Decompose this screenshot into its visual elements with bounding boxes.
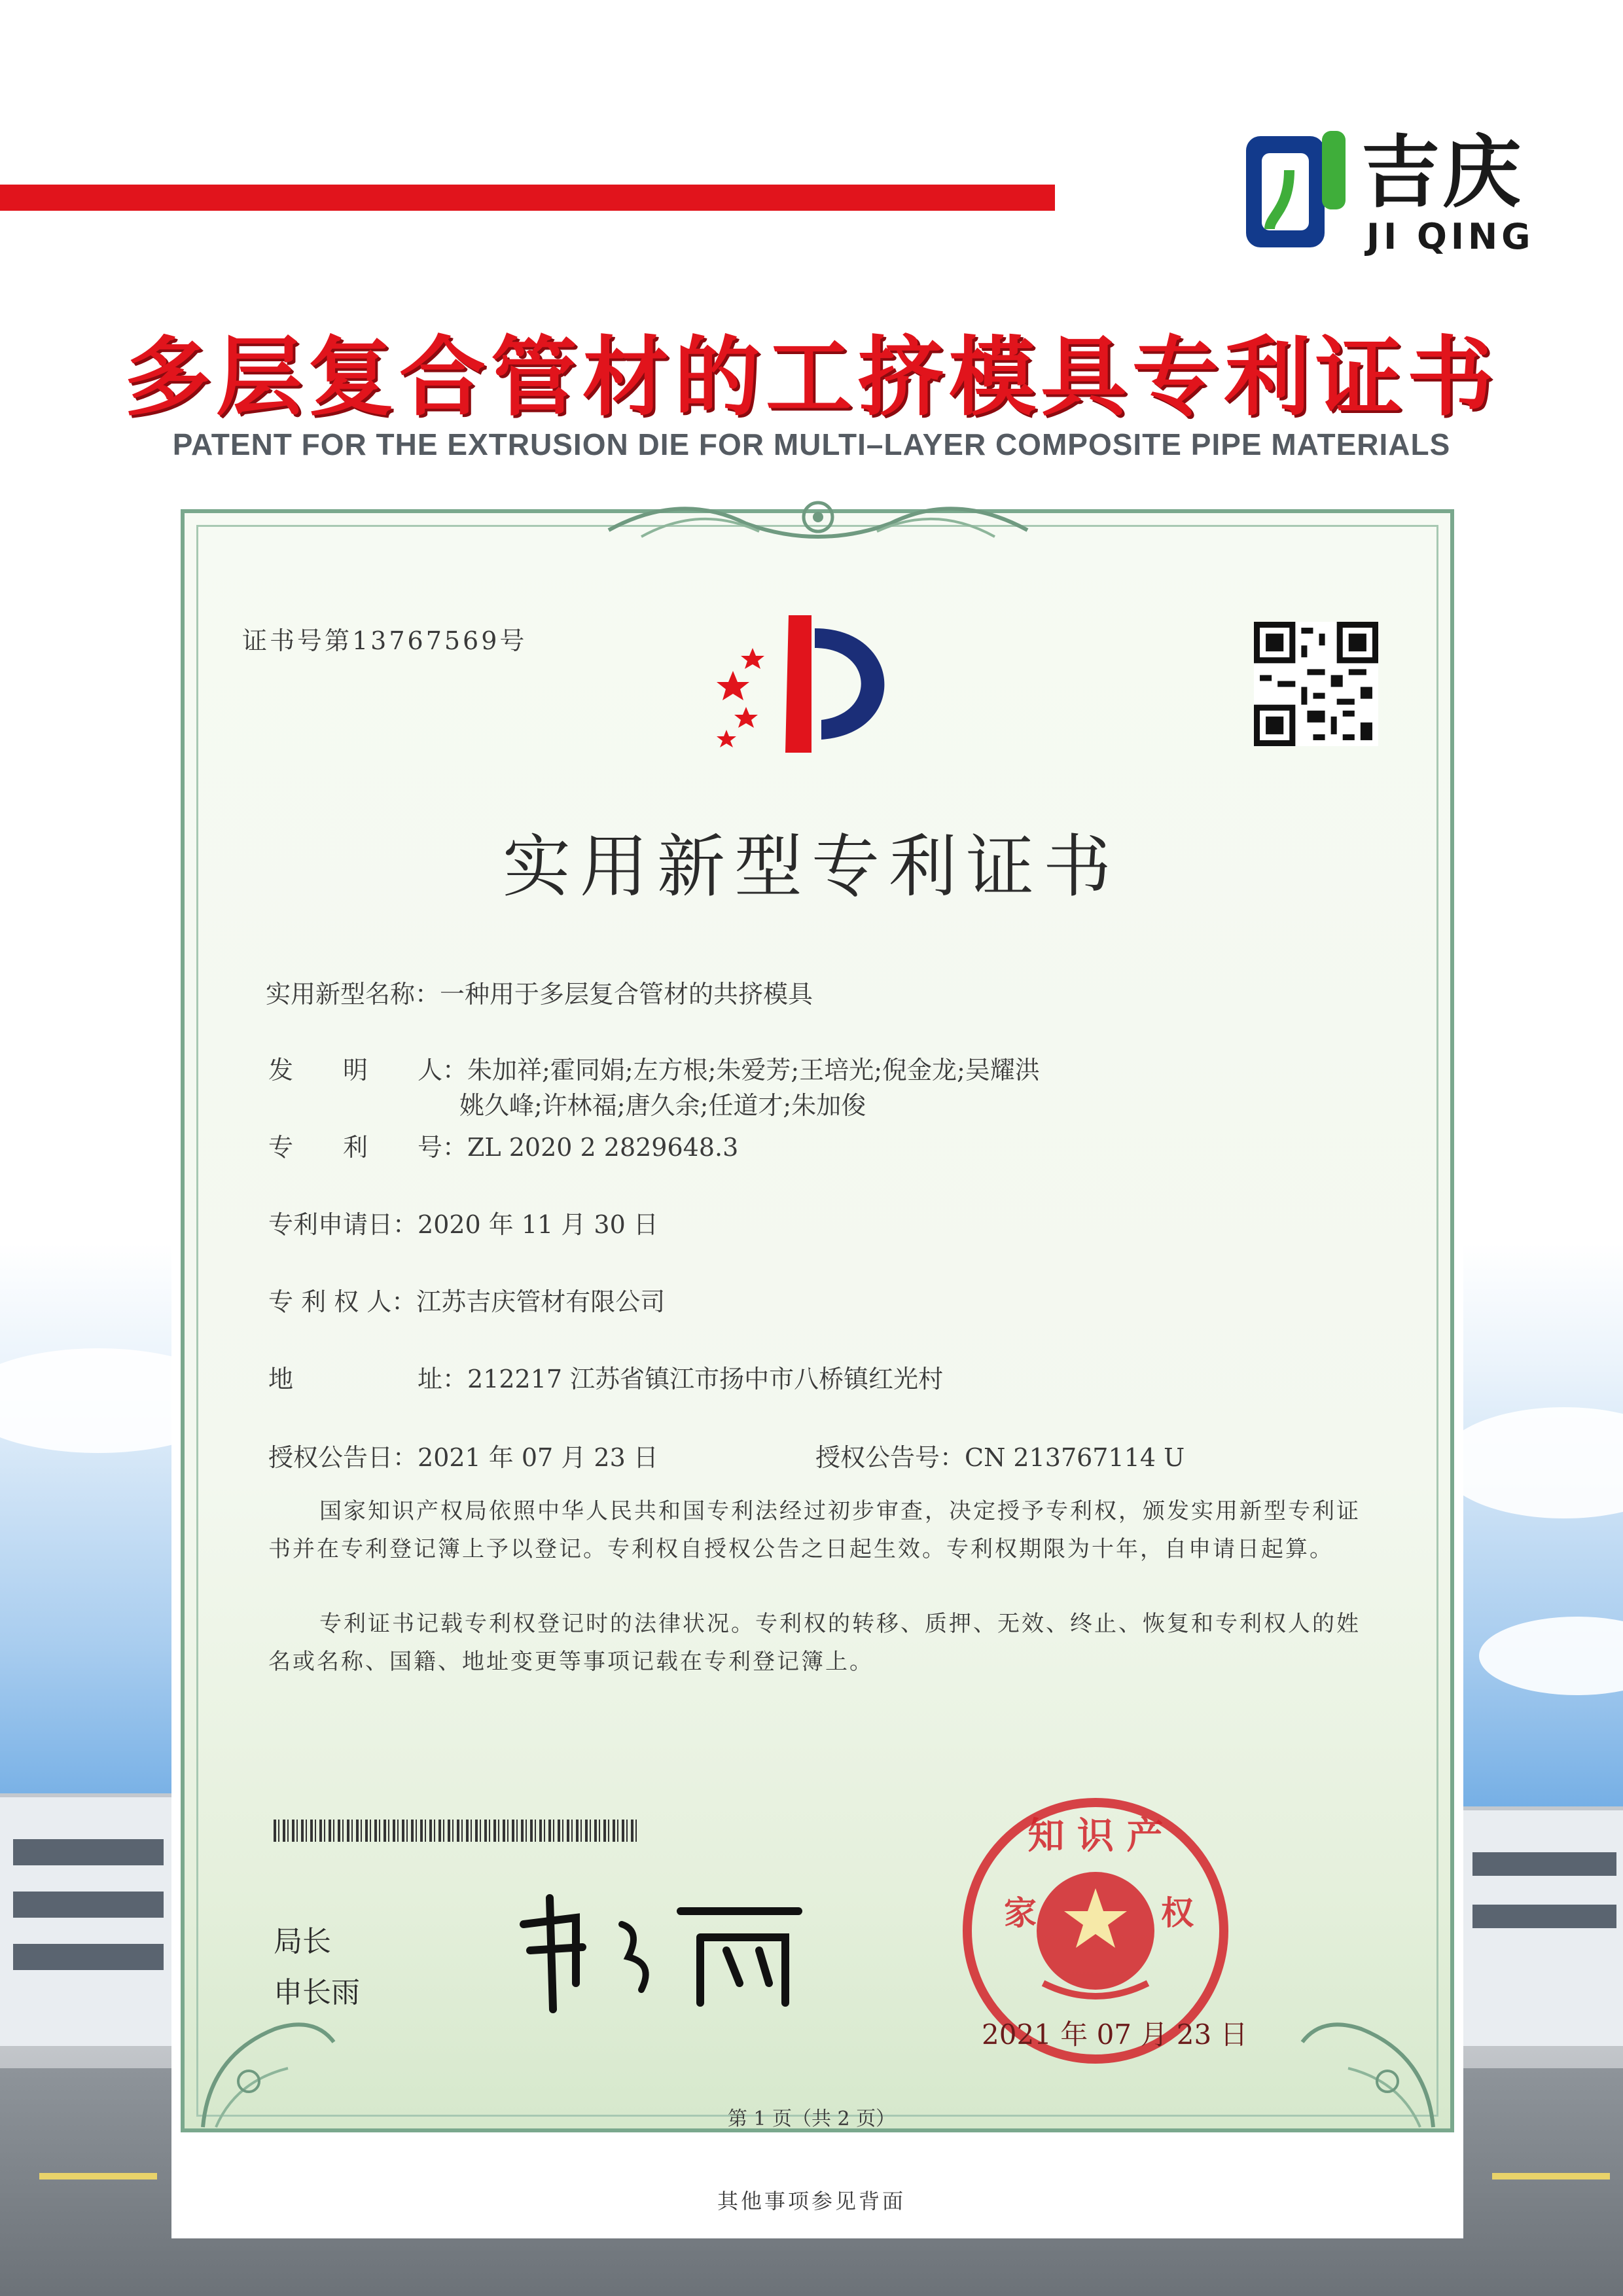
patent-office-emblem-icon xyxy=(707,609,942,759)
building-windows xyxy=(13,1892,164,1918)
field-value: 2021 年 07 月 23 日 xyxy=(418,1443,658,1472)
brand-name-en: JI QING xyxy=(1366,216,1535,257)
field-utility-model-name xyxy=(266,974,813,1010)
building-windows xyxy=(1472,1905,1616,1928)
page-title: 多层复合管材的工挤模具专利证书 xyxy=(124,327,1499,428)
director-signature xyxy=(510,1885,825,2016)
road-lane-marking xyxy=(39,2173,157,2179)
field-value: 2020 年 11 月 30 日 xyxy=(418,1210,658,1239)
field-value: 江苏吉庆管材有限公司 xyxy=(416,1287,666,1316)
header-red-bar xyxy=(0,185,1055,211)
director-title: 局长 xyxy=(274,1925,331,1958)
field-patent-number xyxy=(268,1127,738,1163)
certificate-paragraph-1: 国家知识产权局依照中华人民共和国专利法经过初步审查，决定授予专利权，颁发实用新型专利证书并在专利登记簿上予以登记。专利权自授权公告之日起生效。专利权期限为十年，自申请日起算。 xyxy=(268,1498,1361,1562)
building-windows xyxy=(13,1944,164,1970)
page-subtitle: PATENT FOR THE EXTRUSION DIE FOR MULTI–LAYER COMPOSITE PIPE MATERIALS xyxy=(172,427,1451,461)
field-value: 一种用于多层复合管材的共挤模具 xyxy=(440,980,813,1009)
road-lane-marking xyxy=(1492,2173,1610,2179)
top-ornament-icon xyxy=(602,491,1034,550)
factory-building-left xyxy=(0,1793,181,2046)
back-note: 其他事项参见背面 xyxy=(717,2189,906,2214)
field-inventors-line2: 姚久峰;许林福;唐久余;任道才;朱加俊 xyxy=(459,1091,866,1120)
svg-text:家: 家 xyxy=(1004,1893,1037,1932)
svg-text:权: 权 xyxy=(1161,1893,1194,1932)
field-label: 地 址： xyxy=(268,1365,468,1393)
seal-date: 2021 年 07 月 23 日 xyxy=(982,2018,1248,2051)
page-number: 第 1 页（共 2 页） xyxy=(727,2108,896,2130)
certificate-inner-border xyxy=(196,525,1438,2117)
field-value: CN 213767114 U xyxy=(965,1443,1185,1472)
field-label: 授权公告号： xyxy=(815,1443,965,1472)
field-label: 专利申请日： xyxy=(268,1210,418,1239)
certificate-number: 证书号第13767569号 xyxy=(242,626,527,655)
barcode xyxy=(274,1820,640,1842)
field-label: 专 利 号： xyxy=(268,1133,468,1162)
field-value: ZL 2020 2 2829648.3 xyxy=(467,1133,739,1162)
field-value: 朱加祥;霍同娟;左方根;朱爱芳;王培光;倪金龙;吴耀洪 xyxy=(467,1056,1040,1085)
field-announcement-number xyxy=(815,1437,1185,1473)
jiqing-logo-icon xyxy=(1243,131,1348,255)
certificate-title: 实用新型专利证书 xyxy=(502,827,1120,906)
director-name: 申长雨 xyxy=(274,1976,360,2009)
field-announcement-date xyxy=(268,1437,658,1473)
certificate-paragraph-2: 专利证书记载专利权登记时的法律状况。专利权的转移、质押、无效、终止、恢复和专利权人的姓名或名称、国籍、地址变更等事项记载在专利登记簿上。 xyxy=(268,1611,1361,1675)
brand-name-cn: 吉庆 xyxy=(1361,128,1524,219)
field-label: 发 明 人： xyxy=(268,1056,468,1085)
field-inventors xyxy=(268,1050,1040,1086)
svg-text:知 识 产: 知 识 产 xyxy=(1027,1814,1164,1857)
building-windows xyxy=(13,1839,164,1865)
field-patentee xyxy=(268,1282,665,1318)
qr-code-icon xyxy=(1247,622,1385,746)
field-address xyxy=(268,1359,943,1395)
field-application-date xyxy=(268,1204,658,1240)
field-label: 实用新型名称： xyxy=(266,980,440,1009)
field-label: 专 利 权 人： xyxy=(268,1287,417,1316)
building-windows xyxy=(1472,1852,1616,1876)
field-value: 212217 江苏省镇江市扬中市八桥镇红光村 xyxy=(467,1365,944,1393)
field-label: 授权公告日： xyxy=(268,1443,418,1472)
